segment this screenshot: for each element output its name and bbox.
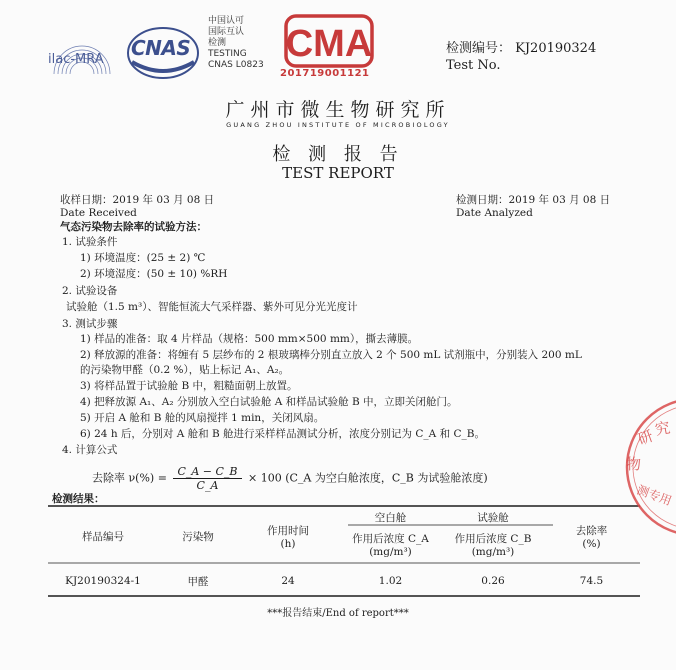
cma-mark-icon — [284, 14, 374, 72]
header-after-b — [443, 525, 543, 563]
header-removal-label: 去除率 — [575, 524, 608, 537]
section-3-item: 3) 将样品置于试验舱 B 中，粗糙面朝上放置。 — [80, 380, 298, 392]
cma-number: 201719001121 — [280, 68, 370, 79]
end-of-report: ***报告结束/End of report*** — [267, 608, 409, 619]
formula-denominator: C_A — [196, 479, 219, 492]
section-3-item: 2) 释放源的准备：将缠有 5 层纱布的 2 根玻璃棒分别直立放入 2 个 500 mL 试剂瓶中，分别装入 200 mL — [80, 349, 582, 361]
header-after-a — [338, 525, 443, 563]
method-title: 气态污染物去除率的试验方法： — [60, 221, 207, 233]
svg-text:物: 物 — [626, 455, 642, 473]
section-1-item: 2) 环境湿度：(50 ± 10) %RH — [80, 268, 228, 280]
svg-text:测专用: 测专用 — [634, 482, 674, 509]
cnas-side-line: CNAS L0823 — [208, 60, 264, 70]
formula-rhs: × 100 (C_A 为空白舱浓度，C_B 为试验舱浓度) — [248, 471, 488, 485]
cell-sample-no: KJ20190324-1 — [65, 575, 141, 587]
ilac-label: ilac-MRA — [48, 52, 104, 67]
cell-cb: 0.26 — [481, 575, 505, 587]
section-1-item: 1) 环境温度：(25 ± 2) ℃ — [80, 252, 206, 264]
header-after-a-label: 作用后浓度 C_A — [352, 532, 429, 545]
cell-time: 24 — [281, 575, 295, 587]
formula-lhs: 去除率 ν(%) = — [92, 471, 167, 485]
header-test-chamber: 试验舱 — [477, 511, 509, 524]
results-title: 检测结果： — [52, 493, 105, 505]
cma-logo — [284, 14, 374, 72]
section-4-title: 4. 计算公式 — [62, 444, 118, 456]
official-seal-stamp — [600, 395, 676, 545]
header-sample-no: 样品编号 — [82, 530, 124, 543]
cma-label: CMA — [285, 23, 373, 65]
institute-name-cn: 广州市微生物研究所 — [225, 99, 451, 121]
header-time — [238, 509, 338, 563]
formula-fraction — [173, 465, 241, 492]
cell-removal: 74.5 — [579, 575, 604, 587]
results-table — [48, 509, 640, 599]
cnas-side-line: 国际互认 — [208, 27, 245, 37]
section-2-body: 试验舱（1.5 m³）、智能恒流大气采样器、紫外可见分光光度计 — [66, 301, 358, 313]
header-pollutant: 污染物 — [182, 530, 214, 543]
table-row — [48, 563, 640, 599]
section-3-item: 的污染物甲醛（0.2 %），贴上标记 A₁、A₂。 — [80, 364, 290, 376]
header-time-unit: (h) — [280, 537, 296, 550]
header-unit: (mg/m³) — [471, 545, 515, 558]
svg-text:研: 研 — [635, 426, 656, 449]
report-title-en: TEST REPORT — [282, 164, 394, 182]
test-number-cn: 检测编号： KJ20190324 — [446, 41, 597, 56]
cnas-accreditation-text — [208, 16, 268, 71]
formula-numerator: C_A − C_B — [173, 465, 241, 479]
cnas-side-line: TESTING — [208, 49, 247, 59]
cell-ca: 1.02 — [378, 575, 403, 587]
ilac-mra-logo — [46, 22, 116, 84]
section-3-item: 5) 开启 A 舱和 B 舱的风扇搅拌 1 min，关闭风扇。 — [80, 412, 325, 424]
header-time-label: 作用时间 — [267, 524, 309, 537]
cnas-side-line: 中国认可 — [208, 16, 245, 26]
test-number-en: Test No. — [446, 58, 501, 73]
header-after-b-label: 作用后浓度 C_B — [454, 532, 532, 545]
removal-formula — [92, 465, 488, 492]
section-3-title: 3. 测试步骤 — [62, 318, 118, 330]
svg-text:究: 究 — [653, 418, 672, 439]
section-1-title: 1. 试验条件 — [62, 236, 118, 248]
header-unit: (mg/m³) — [369, 545, 412, 558]
cell-pollutant: 甲醛 — [187, 575, 209, 588]
date-received-cn: 收样日期：2019 年 03 月 08 日 — [60, 194, 215, 206]
header-blank-chamber: 空白舱 — [374, 511, 407, 524]
section-3-item: 4) 把释放源 A₁、A₂ 分别放入空白试验舱 A 和样品试验舱 B 中，立即关闭舱门。 — [80, 396, 458, 408]
date-received-en: Date Received — [60, 207, 137, 219]
date-analyzed-cn: 检测日期：2019 年 03 月 08 日 — [456, 194, 611, 206]
section-3-item: 6) 24 h 后，分别对 A 舱和 B 舱进行采样样品测试分析，浓度分别记为 C_A 和 C_B。 — [80, 428, 485, 440]
institute-name-en: GUANG ZHOU INSTITUTE OF MICROBIOLOGY — [226, 121, 450, 129]
header-removal-unit: (%) — [582, 537, 601, 550]
date-analyzed-en: Date Analyzed — [456, 207, 533, 219]
cnas-label: CNAS — [131, 36, 191, 60]
cnas-logo — [126, 22, 201, 84]
cnas-side-line: 检测 — [208, 38, 227, 48]
section-3-item: 1) 样品的准备：取 4 片样品（规格：500 mm×500 mm），撕去薄膜。 — [80, 333, 419, 345]
report-title-cn: 检 测 报 告 — [272, 144, 404, 165]
section-2-title: 2. 试验设备 — [62, 285, 118, 297]
